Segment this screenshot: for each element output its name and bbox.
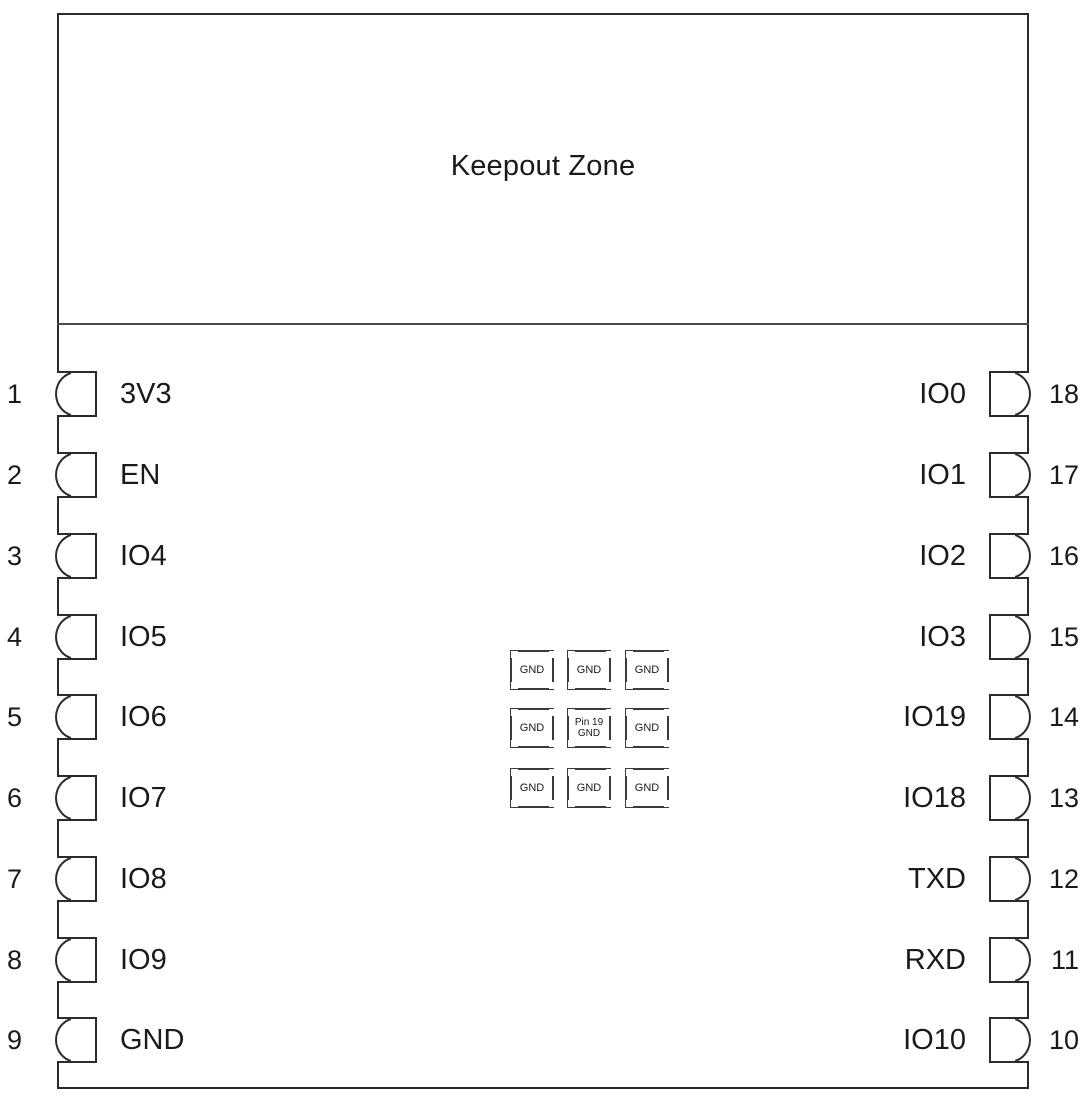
- pad-name-left-1: 3V3: [120, 378, 172, 410]
- pad-right-16[interactable]: [989, 533, 1029, 579]
- pad-name-left-3: IO4: [120, 540, 167, 572]
- pad-right-13[interactable]: [989, 775, 1029, 821]
- pad-name-right-16: IO2: [919, 540, 966, 572]
- pad-name-right-14: IO19: [903, 701, 966, 733]
- ground-pad-9-line1: GND: [634, 781, 660, 794]
- pad-number-left-1: 1: [7, 379, 23, 409]
- pad-left-4[interactable]: [57, 614, 97, 660]
- pad-right-10[interactable]: [989, 1017, 1029, 1063]
- ground-pad-3-line1: GND: [634, 663, 660, 676]
- pad-name-right-18: IO0: [919, 378, 966, 410]
- ground-pad-pin19-line1: Pin 19: [574, 717, 604, 728]
- pad-number-left-5: 5: [7, 702, 23, 732]
- pad-number-right-18: 18: [1048, 379, 1079, 409]
- pad-left-8[interactable]: [57, 937, 97, 983]
- ground-pad-1-line1: GND: [519, 663, 545, 676]
- ground-pad-4-line1: GND: [519, 721, 545, 734]
- pad-number-right-16: 16: [1048, 541, 1079, 571]
- pad-number-left-8: 8: [7, 945, 23, 975]
- ground-pad-8-line1: GND: [576, 781, 602, 794]
- ground-pad-6-line1: GND: [634, 721, 660, 734]
- pad-name-left-7: IO8: [120, 863, 167, 895]
- pad-name-left-9: GND: [120, 1024, 185, 1056]
- pad-name-right-12: TXD: [908, 863, 966, 895]
- pad-number-right-12: 12: [1048, 864, 1079, 894]
- keepout-zone-divider: [57, 323, 1029, 325]
- ground-pad-8[interactable]: [567, 768, 611, 808]
- ground-pad-pin19[interactable]: [567, 708, 611, 748]
- ground-pad-3[interactable]: [625, 650, 669, 690]
- pad-right-15[interactable]: [989, 614, 1029, 660]
- keepout-zone-label: Keepout Zone: [450, 150, 636, 182]
- ground-pad-1[interactable]: [510, 650, 554, 690]
- pad-name-right-17: IO1: [919, 459, 966, 491]
- pad-name-left-8: IO9: [120, 944, 167, 976]
- ground-pad-2[interactable]: [567, 650, 611, 690]
- pad-number-left-6: 6: [7, 783, 23, 813]
- pad-left-7[interactable]: [57, 856, 97, 902]
- pad-number-left-7: 7: [7, 864, 23, 894]
- pad-left-9[interactable]: [57, 1017, 97, 1063]
- pad-right-12[interactable]: [989, 856, 1029, 902]
- pad-left-2[interactable]: [57, 452, 97, 498]
- ground-pad-7[interactable]: [510, 768, 554, 808]
- ground-pad-2-line1: GND: [576, 663, 602, 676]
- ground-pad-9[interactable]: [625, 768, 669, 808]
- pad-name-left-6: IO7: [120, 782, 167, 814]
- ground-pad-pin19-line2: GND: [577, 728, 601, 739]
- pad-name-right-10: IO10: [903, 1024, 966, 1056]
- pad-number-right-17: 17: [1048, 460, 1079, 490]
- pad-name-left-5: IO6: [120, 701, 167, 733]
- pad-name-left-2: EN: [120, 459, 161, 491]
- pad-name-left-4: IO5: [120, 621, 167, 653]
- pad-number-right-14: 14: [1048, 702, 1079, 732]
- ground-pad-7-line1: GND: [519, 781, 545, 794]
- pad-number-left-9: 9: [7, 1025, 23, 1055]
- pad-name-right-13: IO18: [903, 782, 966, 814]
- pad-number-right-11: 11: [1050, 945, 1079, 975]
- pad-name-right-15: IO3: [919, 621, 966, 653]
- pad-number-right-10: 10: [1048, 1025, 1079, 1055]
- pad-left-5[interactable]: [57, 694, 97, 740]
- pad-number-left-2: 2: [7, 460, 23, 490]
- pad-right-18[interactable]: [989, 371, 1029, 417]
- pad-number-right-13: 13: [1048, 783, 1079, 813]
- pad-right-17[interactable]: [989, 452, 1029, 498]
- pad-number-left-3: 3: [7, 541, 23, 571]
- pad-right-11[interactable]: [989, 937, 1029, 983]
- ground-pad-6[interactable]: [625, 708, 669, 748]
- pad-number-left-4: 4: [7, 622, 23, 652]
- pad-right-14[interactable]: [989, 694, 1029, 740]
- pad-left-1[interactable]: [57, 371, 97, 417]
- ground-pad-4[interactable]: [510, 708, 554, 748]
- pad-number-right-15: 15: [1048, 622, 1079, 652]
- pad-left-6[interactable]: [57, 775, 97, 821]
- pad-left-3[interactable]: [57, 533, 97, 579]
- pad-name-right-11: RXD: [904, 944, 966, 976]
